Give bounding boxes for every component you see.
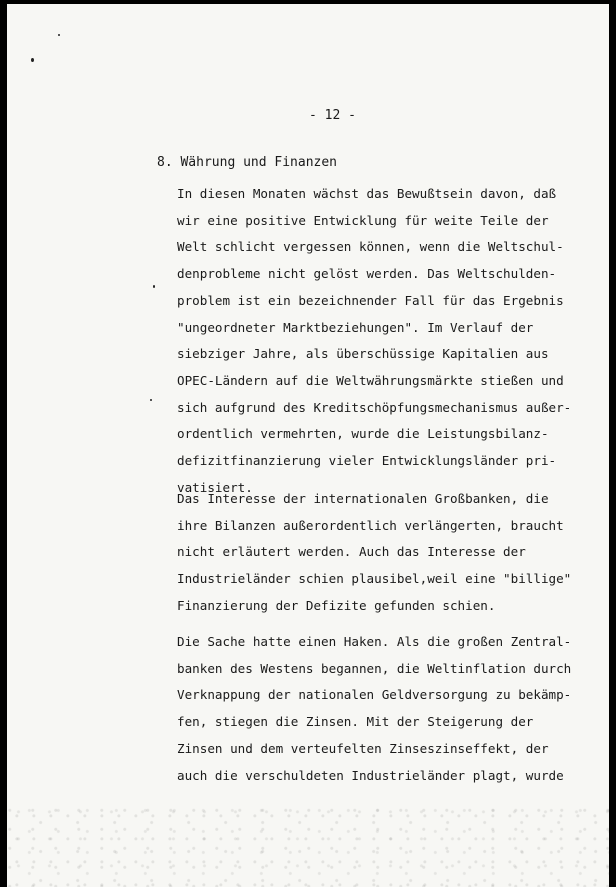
scan-speck — [153, 285, 155, 288]
text-line: denprobleme nicht gelöst werden. Das Weltschulden- — [177, 266, 557, 282]
text-line: auch die verschuldeten Industrieländer plagt, wurde — [177, 767, 564, 783]
scan-speck — [31, 58, 34, 62]
text-line: Das Interesse der internationalen Großbanken, die — [177, 491, 549, 506]
text-line: Zinsen und dem verteufelten Zinseszinseffekt, der — [177, 740, 549, 756]
document-page — [7, 4, 609, 887]
text-line: Die Sache hatte einen Haken. Als die großen Zentral- — [177, 634, 572, 649]
text-line: nicht erläutert werden. Auch das Interesse der — [177, 544, 526, 560]
text-line: "ungeordneter Marktbeziehungen". Im Verlauf der — [177, 319, 534, 335]
text-line: siebziger Jahre, als überschüssige Kapitalien aus — [177, 346, 549, 362]
text-line: Verknappung der nationalen Geldversorgung zu bekämp- — [177, 687, 572, 703]
section-heading: 8. Währung und Finanzen — [157, 155, 338, 170]
text-line: problem ist ein bezeichnender Fall für das Ergebnis — [177, 292, 564, 308]
text-line: ordentlich vermehrten, wurde die Leistungsbilanz- — [177, 426, 549, 442]
text-line: Finanzierung der Defizite gefunden schien. — [177, 597, 496, 613]
scan-speck — [58, 34, 60, 36]
text-line: Industrieländer schien plausibel,weil eine "billige" — [177, 571, 572, 587]
text-line: banken des Westens begannen, die Weltinflation durch — [177, 660, 572, 676]
text-line: Welt schlicht vergessen können, wenn die Weltschul- — [177, 239, 564, 255]
paragraph-1 — [177, 181, 571, 501]
text-line: defizitfinanzierung vieler Entwicklungsländer pri- — [177, 453, 557, 469]
scan-speck — [150, 399, 152, 401]
text-line: sich aufgrund des Kreditschöpfungsmechanismus außer- — [177, 399, 572, 415]
paragraph-2 — [177, 486, 571, 620]
text-line: ihre Bilanzen außerordentlich verlängerten, braucht — [177, 517, 564, 533]
scan-grain — [7, 797, 609, 887]
text-line: wir eine positive Entwicklung für weite Teile der — [177, 212, 549, 228]
text-line: fen, stiegen die Zinsen. Mit der Steigerung der — [177, 714, 534, 730]
text-line: OPEC-Ländern auf die Weltwährungsmärkte stießen und — [177, 372, 564, 388]
text-line: vatisiert. — [177, 479, 253, 495]
paragraph-3 — [177, 629, 571, 789]
page-number: - 12 - — [309, 108, 356, 123]
text-line: In diesen Monaten wächst das Bewußtsein davon, daß — [177, 186, 557, 201]
